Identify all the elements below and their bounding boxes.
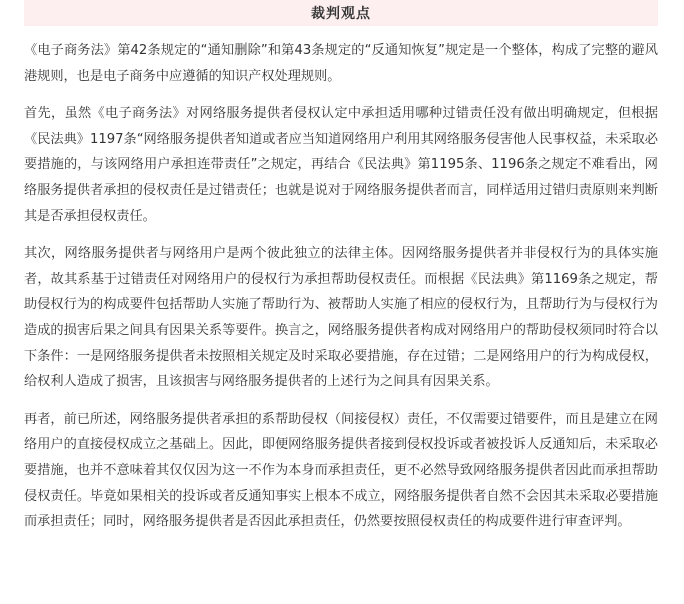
section-header [24,0,658,26]
paragraph-second: 其次，网络服务提供者与网络用户是两个彼此独立的法律主体。因网络服务提供者并非侵权行为的具体实施者，故其系基于过错责任对网络用户的侵权行为承担帮助侵权责任。而根据《民法典》第1169条之规定，帮助侵权行为的构成要件包括帮助人实施了帮助行为、被帮助人实施了相应的侵权行为，且帮助行为与侵权行为造成的损害后果之间具有因果关系等要件。换言之，网络服务提供者构成对网络用户的帮助侵权须同时符合以下条件：一是网络服务提供者未按照相关规定及时采取必要措施，存在过错；二是网络用户的行为构成侵权，给权利人造成了损害，且该损害与网络服务提供者的上述行为之间具有因果关系。 [24,246,658,390]
paragraph-first: 首先，虽然《电子商务法》对网络服务提供者侵权认定中承担适用哪种过错责任没有做出明确规定，但根据《民法典》1197条“网络服务提供者知道或者应当知道网络用户利用其网络服务侵害他人民事权益，未采取必要措施的，与该网络用户承担连带责任”之规定，再结合《民法典》第1195条、1196条之规定不难看出，网络服务提供者承担的侵权责任是过错责任；也就是说对于网络服务提供者而言，同样适用过错归责原则来判断其是否承担侵权责任。 [24,106,658,224]
section-title: 裁判观点 [311,6,371,22]
paragraph-third: 再者，前已所述，网络服务提供者承担的系帮助侵权（间接侵权）责任，不仅需要过错要件，而且是建立在网络用户的直接侵权成立之基础上。因此，即便网络服务提供者接到侵权投诉或者被投诉人反通知后，未采取必要措施，也并不意味着其仅仅因为这一不作为本身而承担责任，更不必然导致网络服务提供者因此而承担帮助侵权责任。毕竟如果相关的投诉或者反通知事实上根本不成立，网络服务提供者自然不会因其未采取必要措施而承担责任；同时，网络服务提供者是否因此承担责任，仍然要按照侵权责任的构成要件进行审查评判。 [24,411,658,530]
paragraph-intro: 《电子商务法》第42条规定的“通知删除”和第43条规定的“反通知恢复”规定是一个整体，构成了完整的避风港规则，也是电子商务中应遵循的知识产权处理规则。 [24,43,658,84]
document-body [24,38,658,547]
